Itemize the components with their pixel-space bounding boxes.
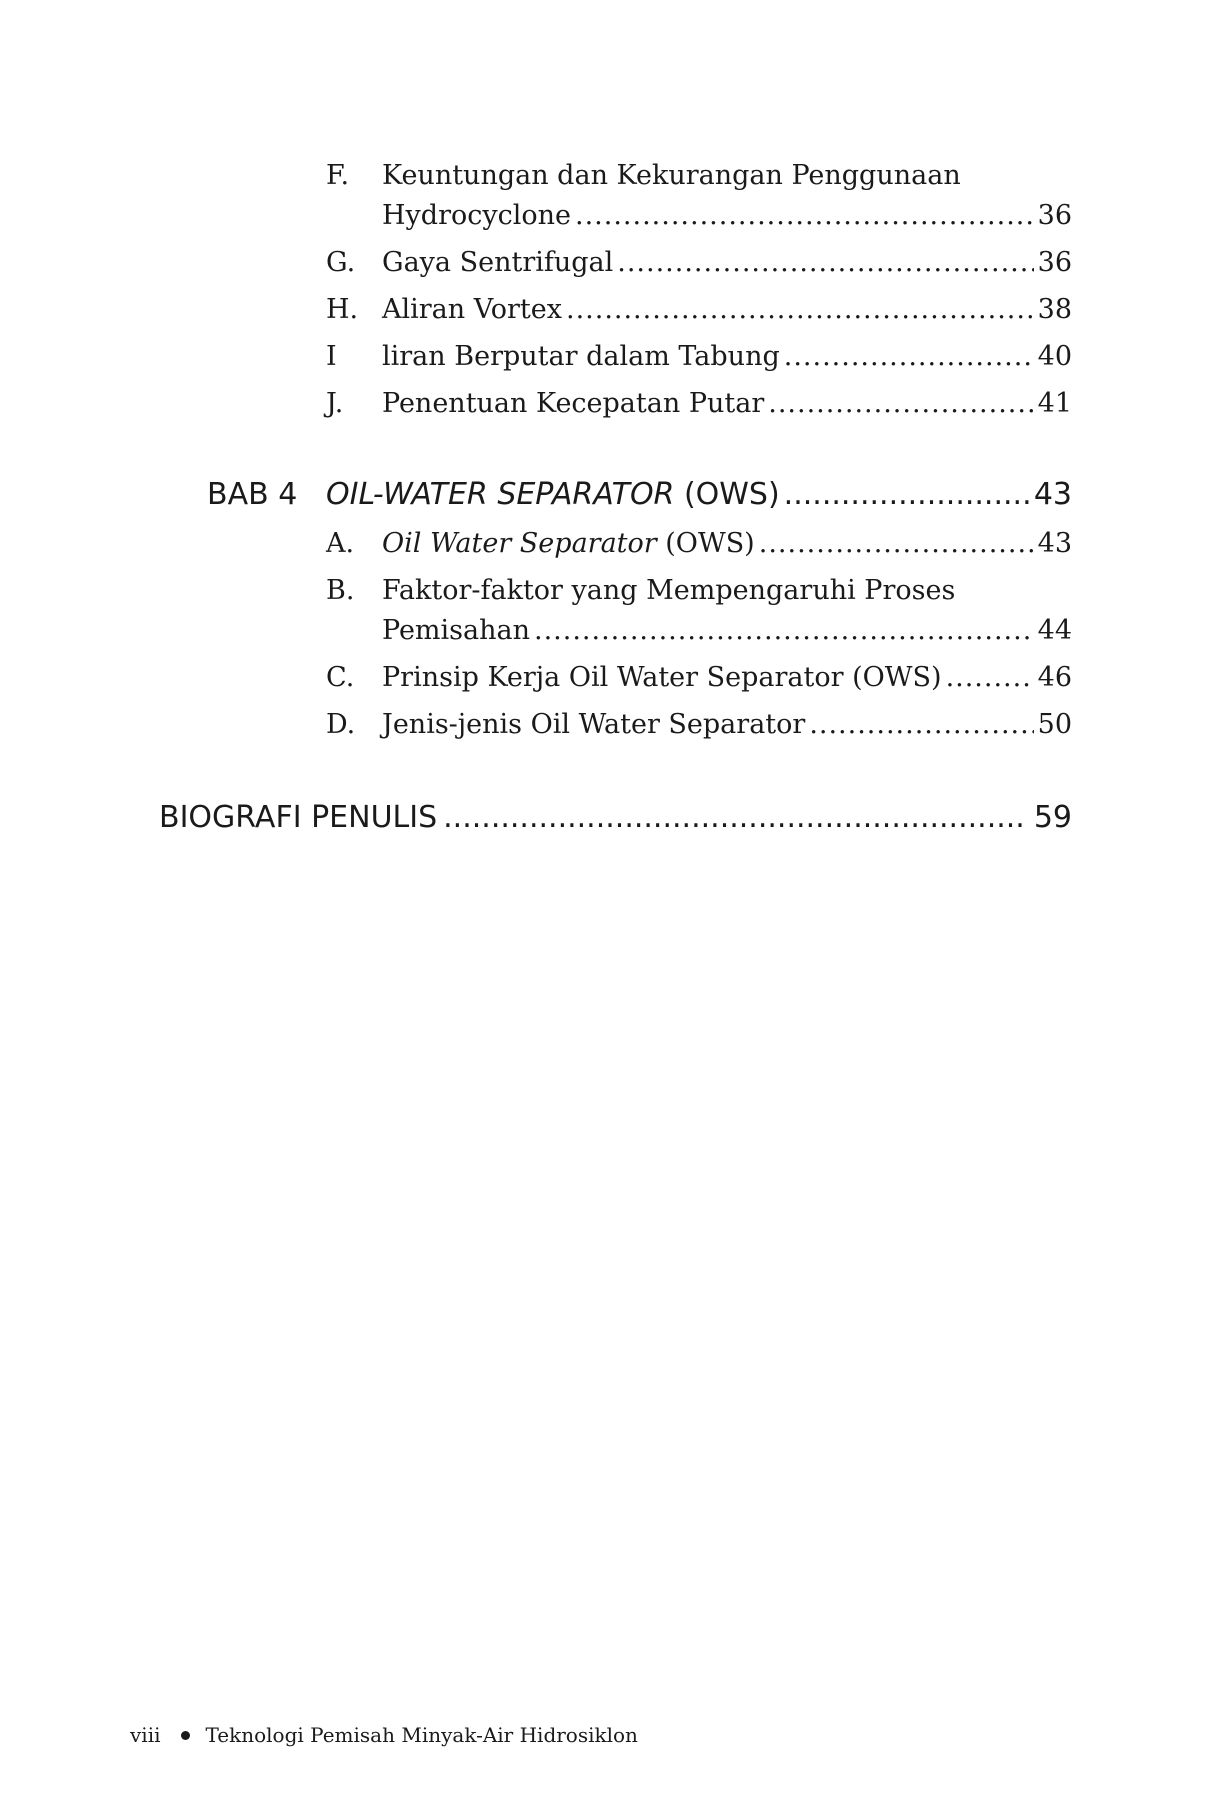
toc-entry-title: Prinsip Kerja Oil Water Separator (OWS): [382, 662, 942, 693]
dot-leader: [566, 290, 1034, 330]
toc-entry-c[interactable]: [0, 658, 1221, 698]
toc-entry-title: Faktor-faktor yang Mempengaruhi Proses: [382, 575, 956, 606]
toc-entry-title: Jenis-jenis Oil Water Separator: [382, 709, 806, 740]
dot-leader: [809, 705, 1033, 745]
toc-entry-page: 46: [1037, 662, 1072, 693]
toc-entry-title-suffix: (OWS): [656, 528, 755, 559]
footer-book-title: Teknologi Pemisah Minyak-Air Hidrosiklon: [205, 1723, 638, 1747]
toc-entry-f[interactable]: [0, 156, 1221, 196]
chapter-title-suffix: (OWS): [674, 477, 780, 512]
toc-entry-leader-line: [382, 705, 1072, 745]
toc-entry-leader-line: [382, 611, 1072, 651]
toc-entry-title: Penentuan Kecepatan Putar: [382, 388, 765, 419]
page-footer: [130, 1720, 638, 1750]
toc-entry-title: liran Berputar dalam Tabung: [382, 341, 780, 372]
toc-entry-leader-line: [382, 290, 1072, 330]
chapter-number: BAB 4: [207, 477, 298, 512]
toc-entry-a[interactable]: [0, 524, 1221, 564]
footer-page-number: viii: [130, 1723, 161, 1747]
toc-entry-letter: B.: [326, 575, 355, 606]
dot-leader: [759, 524, 1034, 564]
toc-entry-letter: H.: [326, 294, 359, 325]
toc-entry-h[interactable]: [0, 290, 1221, 330]
dot-leader: [534, 611, 1034, 651]
toc-entry-j[interactable]: [0, 384, 1221, 424]
dot-leader: [443, 795, 1028, 841]
toc-entry-b-continued[interactable]: [0, 611, 1221, 651]
toc-entry-leader-line: [382, 658, 1072, 698]
toc-entry-title: Keuntungan dan Kekurangan Penggunaan: [382, 160, 961, 191]
dot-leader: [575, 196, 1034, 236]
toc-entry-letter: C.: [326, 662, 355, 693]
dot-leader: [784, 472, 1030, 518]
toc-entry-title: Aliran Vortex: [382, 294, 562, 325]
biography-title: BIOGRAFI PENULIS: [159, 800, 438, 835]
toc-entry-page: 38: [1037, 294, 1072, 325]
toc-entry-letter: A.: [326, 528, 355, 559]
toc-entry-letter: F.: [326, 160, 350, 191]
toc-entry-page: 41: [1037, 388, 1072, 419]
toc-entry-letter: D.: [326, 709, 356, 740]
toc-entry-title: Gaya Sentrifugal: [382, 247, 614, 278]
toc-entry-d[interactable]: [0, 705, 1221, 745]
chapter-title: [326, 472, 780, 518]
toc-entry-leader-line: [382, 243, 1072, 283]
chapter-leader-line: [326, 472, 1072, 518]
toc-entry-title: [382, 524, 755, 564]
toc-entry-f-continued[interactable]: [0, 196, 1221, 236]
toc-entry-page: 44: [1037, 615, 1072, 646]
toc-entry-letter: G.: [326, 247, 356, 278]
toc-entry-letter: J.: [326, 388, 344, 419]
dot-leader: [768, 384, 1033, 424]
toc-entry-page: 43: [1037, 528, 1072, 559]
toc-entry-leader-line: [382, 524, 1072, 564]
dot-leader: [617, 243, 1033, 283]
toc-entry-letter: I: [326, 341, 337, 372]
toc-entry-b[interactable]: [0, 571, 1221, 611]
chapter-4-heading[interactable]: [0, 472, 1221, 518]
biography-page: 59: [1033, 800, 1072, 835]
toc-entry-leader-line: [382, 384, 1072, 424]
toc-entry-page: 36: [1037, 247, 1072, 278]
toc-entry-page: 40: [1037, 341, 1072, 372]
dot-leader: [946, 658, 1034, 698]
toc-entry-leader-line: [382, 337, 1072, 377]
toc-entry-page: 36: [1037, 200, 1072, 231]
toc-entry-title: Pemisahan: [382, 615, 530, 646]
dot-leader: [784, 337, 1034, 377]
bullet-icon: [181, 1731, 190, 1740]
toc-entry-title-italic: Oil Water Separator: [382, 528, 657, 559]
toc-entry-leader-line: [382, 196, 1072, 236]
chapter-page: 43: [1033, 477, 1072, 512]
toc-entry-g[interactable]: [0, 243, 1221, 283]
biography-entry[interactable]: [159, 795, 1072, 841]
toc-entry-title: Hydrocyclone: [382, 200, 571, 231]
toc-entry-i[interactable]: [0, 337, 1221, 377]
toc-entry-page: 50: [1037, 709, 1072, 740]
chapter-title-italic: OIL-WATER SEPARATOR: [326, 477, 675, 512]
